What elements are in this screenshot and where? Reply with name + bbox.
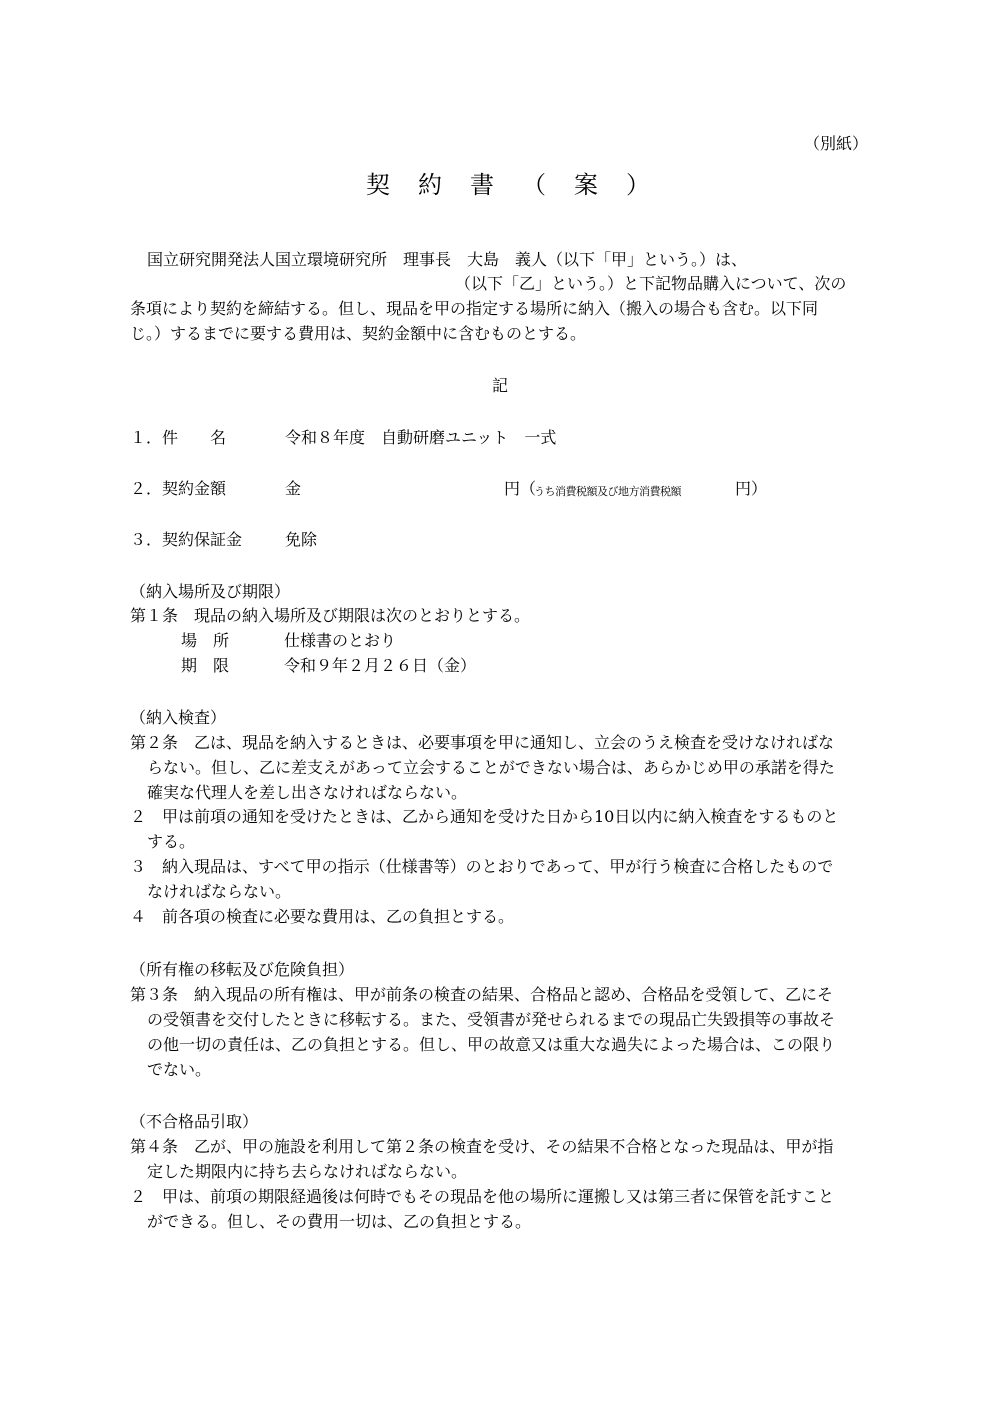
ki-heading: 記 bbox=[491, 376, 508, 395]
intro-line-3: 条項により契約を締結する。但し、現品を甲の指定する場所に納入（搬入の場合も含む。以下同 bbox=[130, 299, 819, 318]
item-label: 契約保証金 bbox=[162, 530, 243, 549]
sub-item-value: 仕様書のとおり bbox=[284, 631, 397, 650]
article-line: 確実な代理人を差し出さなければならない。 bbox=[147, 783, 468, 802]
intro-line-1: 国立研究開発法人国立環境研究所 理事長 大島 義人（以下「甲」という。）は、 bbox=[147, 250, 748, 269]
amount-prefix: 金 bbox=[285, 479, 302, 498]
article-line: なければならない。 bbox=[147, 882, 292, 901]
article-line: ３ 納入現品は、すべて甲の指示（仕様書等）のとおりであって、甲が行う検査に合格したもので bbox=[130, 857, 834, 876]
amount-yen-open: 円（ bbox=[504, 479, 537, 498]
article-line: 第４条 乙が、甲の施設を利用して第２条の検査を受け、その結果不合格となった現品は、甲が指 bbox=[130, 1137, 834, 1156]
article-line: ができる。但し、その費用一切は、乙の負担とする。 bbox=[147, 1212, 532, 1231]
item-row-deposit bbox=[130, 530, 730, 550]
article-heading: （納入場所及び期限） bbox=[130, 582, 291, 601]
item-label: 件 名 bbox=[162, 428, 227, 447]
article-line: ２ 甲は前項の通知を受けたときは、乙から通知を受けた日から10日以内に納入検査をするものと bbox=[130, 807, 839, 826]
article-line: 第３条 納入現品の所有権は、甲が前条の検査の結果、合格品と認め、合格品を受領して、乙にそ bbox=[130, 985, 834, 1004]
article-line: の他一切の責任は、乙の負担とする。但し、甲の故意又は重大な過失によった場合は、この限り bbox=[147, 1035, 836, 1054]
item-number: １． bbox=[130, 428, 163, 447]
intro-line-2: （以下「乙」という。）と下記物品購入について、次の bbox=[455, 274, 847, 293]
article-line: らない。但し、乙に差支えがあって立会することができない場合は、あらかじめ甲の承諾を得た bbox=[147, 758, 835, 777]
attachment-label: （別紙） bbox=[803, 134, 868, 153]
article-line: 第２条 乙は、現品を納入するときは、必要事項を甲に通知し、立会のうえ検査を受けなければな bbox=[130, 733, 835, 752]
item-label: 契約金額 bbox=[162, 479, 227, 498]
sub-item-deadline bbox=[181, 656, 581, 676]
article-line: 第１条 現品の納入場所及び期限は次のとおりとする。 bbox=[130, 606, 531, 625]
item-row-name bbox=[130, 428, 730, 448]
item-number: ３． bbox=[130, 530, 163, 549]
item-value: 令和８年度 自動研磨ユニット 一式 bbox=[285, 428, 557, 447]
article-line: の受領書を交付したときに移転する。また、受領書が発せられるまでの現品亡失毀損等の事故そ bbox=[147, 1010, 836, 1029]
article-line: する。 bbox=[147, 832, 196, 851]
article-heading: （不合格品引取） bbox=[130, 1112, 259, 1131]
item-number: ２． bbox=[130, 479, 163, 498]
sub-item-label: 期 限 bbox=[181, 656, 230, 675]
document-title: 契約書（案） bbox=[366, 171, 678, 199]
amount-yen-close: 円） bbox=[735, 479, 768, 498]
article-heading: （納入検査） bbox=[130, 708, 227, 727]
tax-note: うち消費税額及び地方消費税額 bbox=[534, 485, 681, 498]
article-line: ４ 前各項の検査に必要な費用は、乙の負担とする。 bbox=[130, 907, 515, 926]
intro-line-4: じ。）するまでに要する費用は、契約金額中に含むものとする。 bbox=[130, 324, 587, 343]
item-row-amount bbox=[130, 479, 830, 499]
sub-item-place bbox=[181, 631, 581, 651]
item-value: 免除 bbox=[285, 530, 318, 549]
article-line: 定した期限内に持ち去らなければならない。 bbox=[147, 1162, 468, 1181]
sub-item-value: 令和９年２月２６日（金） bbox=[284, 656, 477, 675]
sub-item-label: 場 所 bbox=[181, 631, 230, 650]
article-line: でない。 bbox=[147, 1060, 212, 1079]
article-line: ２ 甲は、前項の期限経過後は何時でもその現品を他の場所に運搬し又は第三者に保管を託すこと bbox=[130, 1187, 835, 1206]
article-heading: （所有権の移転及び危険負担） bbox=[130, 960, 355, 979]
